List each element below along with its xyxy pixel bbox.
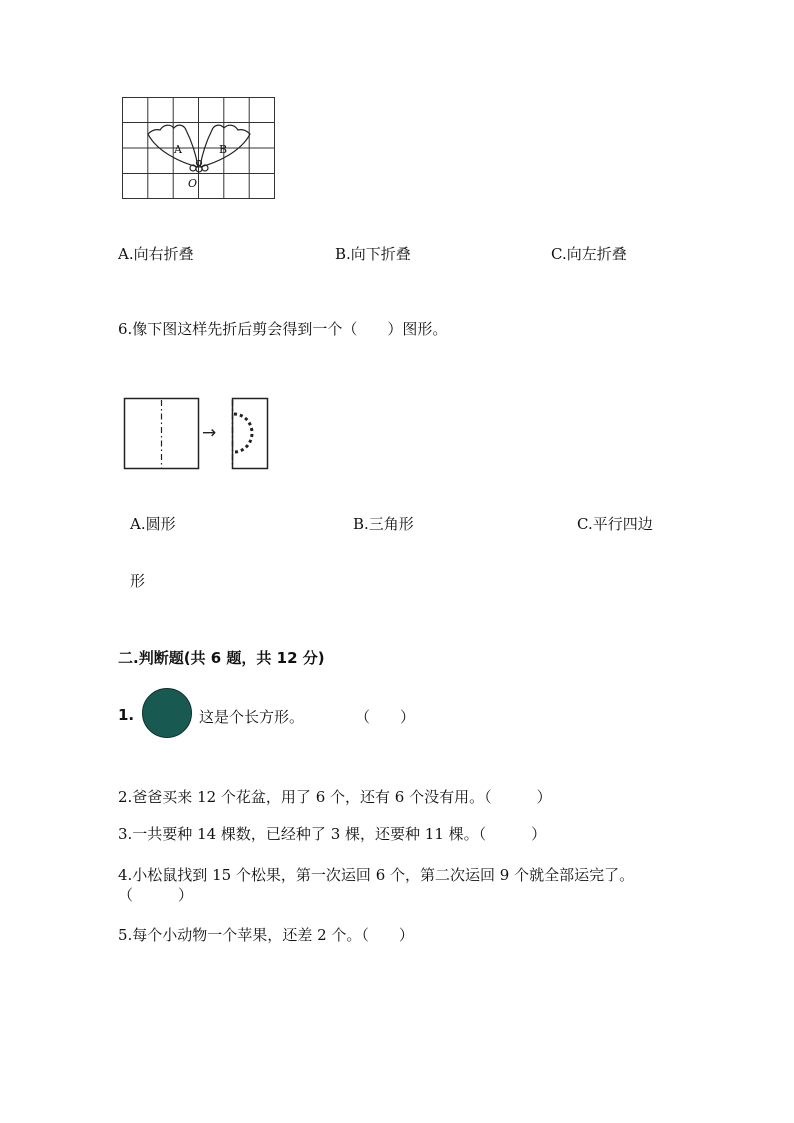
section2-title: 二.判断题(共 6 题，共 12 分) — [118, 649, 325, 667]
q6-stem: 6.像下图这样先折后剪会得到一个（ ）图形。 — [118, 320, 448, 338]
tf4-answer-paren[interactable]: （ ） — [118, 886, 194, 904]
label-b: B — [219, 143, 228, 156]
arrow: → — [202, 423, 217, 443]
q5-option-a[interactable]: A.向右折叠 — [118, 245, 194, 263]
q6-option-b[interactable]: B.三角形 — [353, 515, 414, 533]
tf1-text: 这是个长方形。 — [199, 708, 305, 726]
label-a: A — [174, 143, 182, 156]
tf1-circle-shape — [142, 688, 192, 738]
q6-option-a[interactable]: A.圆形 — [130, 515, 176, 533]
folded-paper — [233, 399, 268, 469]
tf2-text: 2.爸爸买来 12 个花盆，用了 6 个，还有 6 个没有用。（ ） — [118, 788, 552, 806]
q6-option-c[interactable]: C.平行四边 — [577, 515, 653, 533]
q5-fold-figure — [122, 97, 277, 201]
q6-fold-cut-figure — [122, 396, 272, 472]
q6-option-c-wrap: 形 — [130, 572, 146, 590]
tf1-number: 1. — [118, 706, 135, 724]
tf5-text: 5.每个小动物一个苹果，还差 2 个。（ ） — [118, 926, 414, 944]
q5-option-c[interactable]: C.向左折叠 — [551, 245, 627, 263]
tf4-text: 4.小松鼠找到 15 个松果，第一次运回 6 个，第二次运回 9 个就全部运完了。 — [118, 866, 635, 884]
tf1-answer-paren[interactable]: （ ） — [355, 708, 416, 726]
tf3-text: 3.一共要种 14 棵数，已经种了 3 棵，还要种 11 棵。（ ） — [118, 825, 547, 843]
q5-option-b[interactable]: B.向下折叠 — [335, 245, 411, 263]
label-o: O — [188, 177, 198, 190]
q5-grid — [122, 97, 275, 199]
